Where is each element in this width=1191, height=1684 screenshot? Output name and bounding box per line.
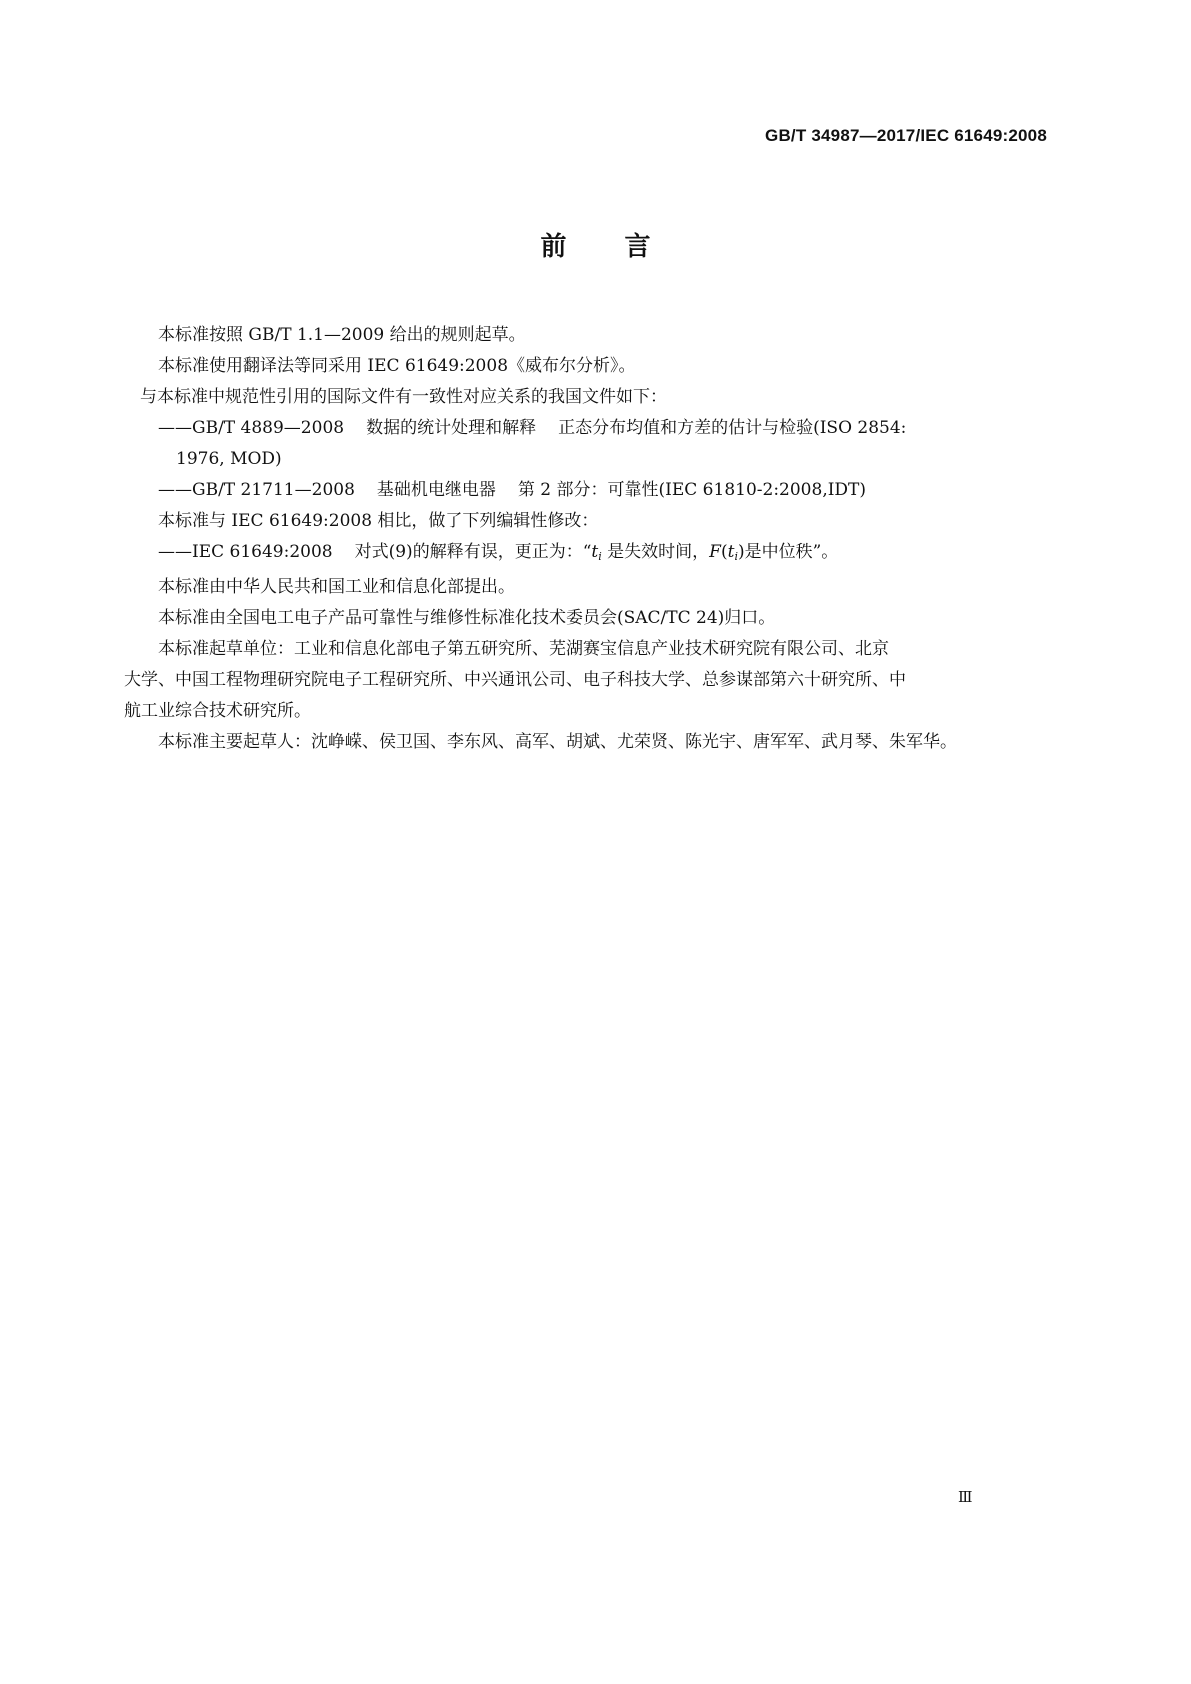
reference-2-title-b: 第 2 部分：可靠性(IEC 61810-2:2008,IDT)	[517, 480, 867, 500]
modification-1-text-b: 是失效时间，	[601, 542, 710, 562]
page-title	[0, 226, 1191, 263]
reference-item-1-continued: 1976, MOD)	[176, 449, 282, 469]
modification-1-var-t: t	[591, 542, 599, 562]
paragraph-drafting-units-line-1: 本标准起草单位：工业和信息化部电子第五研究所、芜湖赛宝信息产业技术研究院有限公司、北京	[158, 639, 889, 659]
reference-1-title-b: 正态分布均值和方差的估计与检验(ISO 2854:	[558, 418, 907, 438]
reference-2-code: ——GB/T 21711—2008	[158, 480, 355, 500]
paragraph-modifications: 本标准与 IEC 61649:2008 相比，做了下列编辑性修改：	[158, 511, 599, 531]
modification-1-text-a: 对式(9)的解释有误，更正为：“	[354, 542, 592, 562]
modification-1-var-F: F	[709, 542, 721, 562]
reference-item-1	[158, 413, 1058, 444]
page-number: Ⅲ	[958, 1488, 973, 1506]
paragraph-proposer: 本标准由中华人民共和国工业和信息化部提出。	[158, 577, 515, 597]
modification-1-code: ——IEC 61649:2008	[158, 542, 333, 562]
title-char-1: 前	[540, 232, 567, 262]
paragraph-committee: 本标准由全国电工电子产品可靠性与维修性标准化技术委员会(SAC/TC 24)归口。	[158, 608, 776, 628]
reference-1-code: ——GB/T 4889—2008	[158, 418, 345, 438]
paragraph-correspondence: 与本标准中规范性引用的国际文件有一致性对应关系的我国文件如下：	[140, 387, 667, 407]
title-char-2: 言	[624, 232, 651, 262]
reference-item-2	[158, 475, 1058, 506]
reference-1-title-a: 数据的统计处理和解释	[366, 418, 537, 438]
modification-1-text-d: )是中位秩”。	[737, 542, 839, 562]
modification-1-sub-i2: i	[734, 550, 738, 563]
reference-2-title-a: 基础机电继电器	[376, 480, 496, 500]
modification-item-1	[158, 537, 1058, 572]
modification-1-var-t2: t	[727, 542, 735, 562]
paragraph-drafters: 本标准主要起草人：沈峥嵘、侯卫国、李东风、高军、胡斌、尤荣贤、陈光宇、唐军军、武月琴、朱军华。	[158, 732, 957, 752]
paragraph-drafting-units-line-3: 航工业综合技术研究所。	[124, 701, 311, 721]
foreword-body	[124, 320, 1058, 758]
modification-1-sub-i: i	[598, 550, 602, 563]
paragraph-adoption: 本标准使用翻译法等同采用 IEC 61649:2008《威布尔分析》。	[158, 356, 636, 376]
modification-1-text-c: (	[720, 542, 728, 562]
paragraph-drafting-rules: 本标准按照 GB/T 1.1—2009 给出的规则起草。	[158, 325, 526, 345]
standard-code-header: GB/T 34987—2017/IEC 61649:2008	[765, 126, 1047, 145]
paragraph-drafting-units-line-2: 大学、中国工程物理研究院电子工程研究所、中兴通讯公司、电子科技大学、总参谋部第六十研究所、中	[124, 670, 906, 690]
